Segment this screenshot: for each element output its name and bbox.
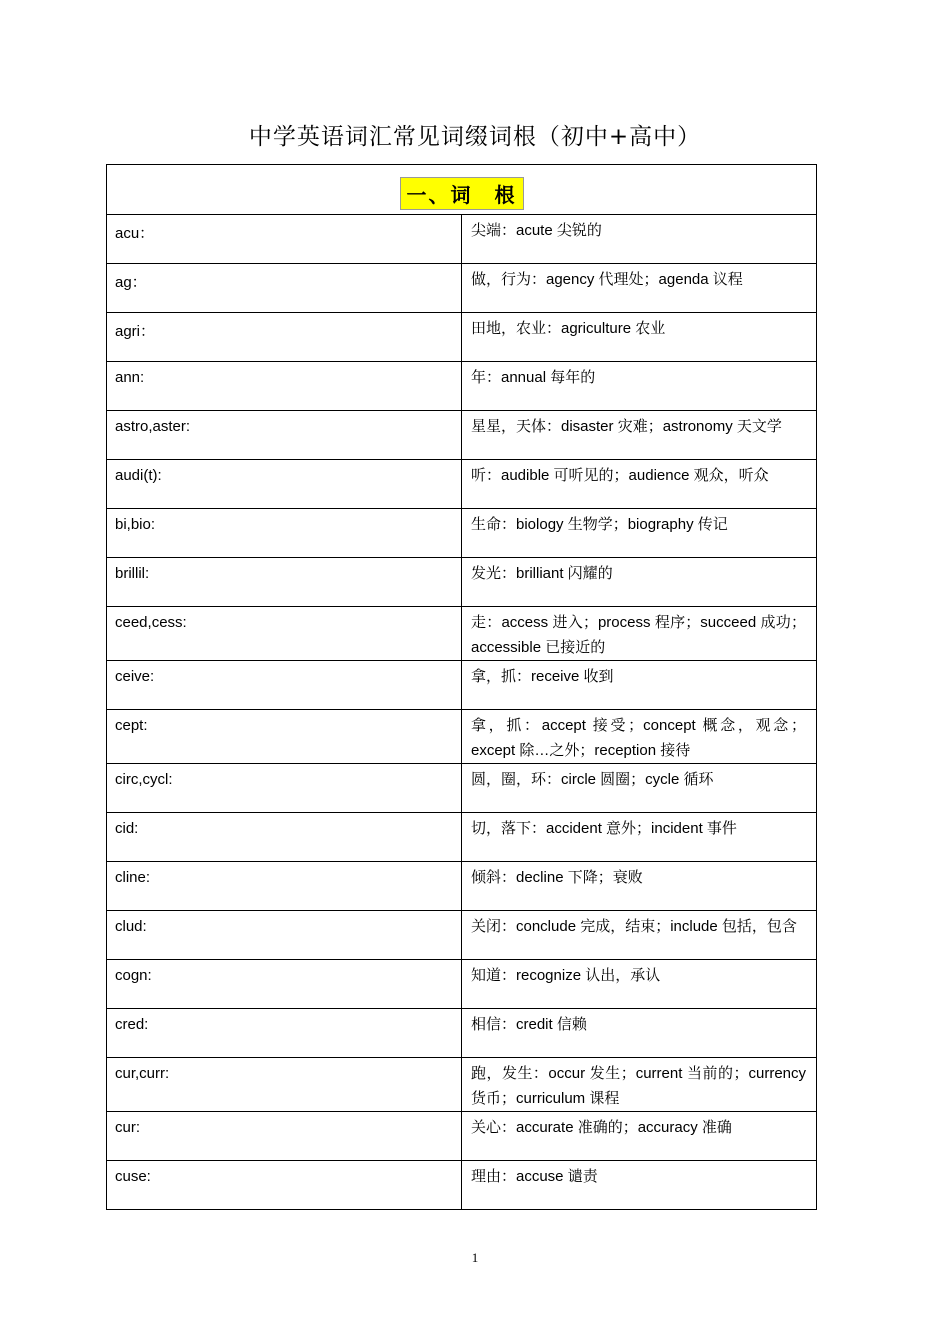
root-meaning-text: 相信：credit 信赖 (471, 1016, 587, 1033)
root-meaning-text: 知道：recognize 认出，承认 (471, 967, 661, 984)
root-meaning (462, 1112, 817, 1161)
root-meaning-text: 关心：accurate 准确的；accuracy 准确 (471, 1119, 732, 1136)
root-meaning (462, 1009, 817, 1058)
table-row (107, 1112, 817, 1161)
root-meaning (462, 362, 817, 411)
table-row (107, 862, 817, 911)
root-meaning-text: 生命：biology 生物学；biography 传记 (471, 516, 728, 533)
section-heading: 一、词 根 (400, 177, 524, 210)
root-meaning (462, 960, 817, 1009)
word-root: circ,cycl: (107, 764, 462, 813)
table-row (107, 313, 817, 362)
root-meaning-text: 拿，抓：accept 接受；concept 概念，观念；except 除…之外；reception 接待 (471, 717, 806, 759)
word-root: cid: (107, 813, 462, 862)
root-meaning (462, 264, 817, 313)
root-meaning (462, 460, 817, 509)
table-row (107, 911, 817, 960)
word-root: cur: (107, 1112, 462, 1161)
table-row (107, 460, 817, 509)
root-meaning-text: 听：audible 可听见的；audience 观众，听众 (471, 467, 769, 484)
root-meaning-text: 切，落下：accident 意外；incident 事件 (471, 820, 737, 837)
table-row (107, 215, 817, 264)
table-row (107, 509, 817, 558)
root-meaning-text: 拿，抓：receive 收到 (471, 668, 614, 685)
table-row (107, 813, 817, 862)
root-meaning-text: 田地，农业：agriculture 农业 (471, 320, 666, 337)
page-number: 1 (471, 1250, 479, 1265)
word-root: clud: (107, 911, 462, 960)
root-meaning-text: 理由：accuse 谴责 (471, 1168, 598, 1185)
root-meaning-text: 发光：brilliant 闪耀的 (471, 565, 613, 582)
table-row (107, 661, 817, 710)
table-row (107, 1058, 817, 1112)
root-meaning-text: 年：annual 每年的 (471, 369, 596, 386)
root-meaning-text: 圆，圈，环：circle 圆圈；cycle 循环 (471, 771, 714, 788)
word-root: cline: (107, 862, 462, 911)
word-root: ceed,cess: (107, 607, 462, 661)
root-meaning-text: 关闭：conclude 完成，结束；include 包括，包含 (471, 918, 797, 935)
word-root: ag： (107, 264, 462, 313)
word-root: ceive: (107, 661, 462, 710)
root-meaning (462, 313, 817, 362)
table-row (107, 411, 817, 460)
table-row (107, 607, 817, 661)
root-meaning (462, 411, 817, 460)
table-header-row (107, 165, 817, 215)
word-root: brillil: (107, 558, 462, 607)
root-meaning (462, 1161, 817, 1210)
root-meaning-text: 做，行为：agency 代理处；agenda 议程 (471, 271, 743, 288)
word-root: cur,curr: (107, 1058, 462, 1112)
root-meaning (462, 1058, 817, 1112)
word-root: cept: (107, 710, 462, 764)
word-root-table (106, 164, 817, 1210)
word-root: ann: (107, 362, 462, 411)
table-row (107, 1161, 817, 1210)
root-meaning (462, 661, 817, 710)
word-root: cred: (107, 1009, 462, 1058)
root-meaning (462, 558, 817, 607)
root-meaning-text: 尖端：acute 尖锐的 (471, 222, 602, 239)
table-row (107, 710, 817, 764)
word-root: audi(t): (107, 460, 462, 509)
word-root: cogn: (107, 960, 462, 1009)
root-meaning (462, 607, 817, 661)
table-row (107, 960, 817, 1009)
root-meaning (462, 862, 817, 911)
table-row (107, 264, 817, 313)
root-meaning-text: 跑，发生：occur 发生；current 当前的；currency 货币；curriculum 课程 (471, 1065, 806, 1107)
root-meaning (462, 813, 817, 862)
table-row (107, 764, 817, 813)
table-row (107, 362, 817, 411)
word-root: cuse: (107, 1161, 462, 1210)
word-root: astro,aster: (107, 411, 462, 460)
root-meaning (462, 911, 817, 960)
root-meaning-text: 走：access 进入；process 程序；succeed 成功；accessible 已接近的 (471, 614, 806, 656)
root-meaning-text: 倾斜：decline 下降；衰败 (471, 869, 643, 886)
root-meaning (462, 710, 817, 764)
word-root: acu： (107, 215, 462, 264)
root-meaning (462, 215, 817, 264)
section-heading-cell (107, 165, 817, 215)
page-title: 中学英语词汇常见词缀词根（初中+高中） (248, 124, 702, 150)
table-row (107, 1009, 817, 1058)
root-meaning (462, 764, 817, 813)
word-root: bi,bio: (107, 509, 462, 558)
word-root: agri： (107, 313, 462, 362)
root-meaning-text: 星星，天体：disaster 灾难；astronomy 天文学 (471, 418, 782, 435)
root-meaning (462, 509, 817, 558)
table-row (107, 558, 817, 607)
